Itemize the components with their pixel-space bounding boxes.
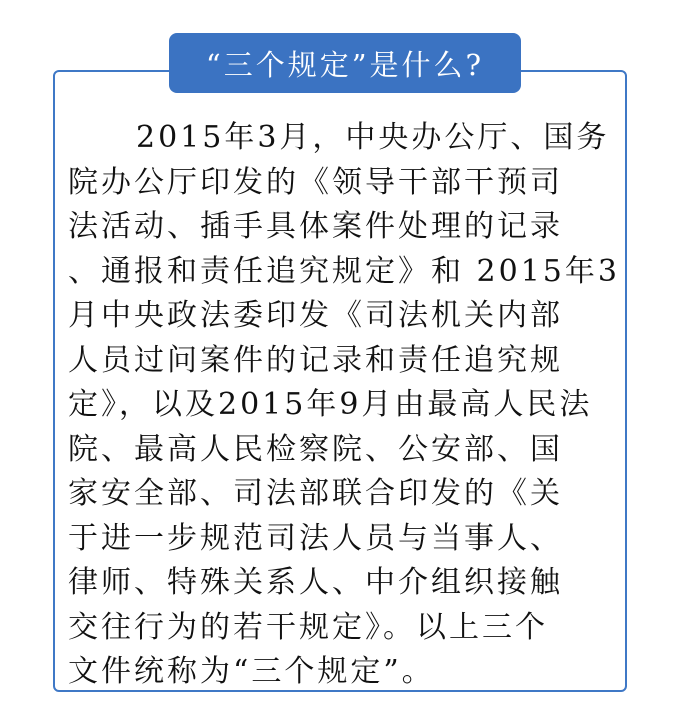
- text-line: 定》，以及2015年9月由最高人民法: [68, 387, 593, 422]
- text-line: 交往行为的若干规定》。以上三个: [68, 609, 548, 645]
- text-line: 文件统称为“三个规定”。: [68, 654, 435, 689]
- text-line: 月中央政法委印发《司法机关内部: [68, 298, 563, 333]
- text-line: 于进一步规范司法人员与当事人、: [68, 520, 563, 556]
- body-paragraph: [68, 116, 628, 695]
- text-line: 人员过问案件的记录和责任追究规: [68, 342, 563, 378]
- text-line: 院、最高人民检察院、公安部、国: [68, 431, 563, 467]
- text-line: 律师、特殊关系人、中介组织接触: [68, 565, 563, 600]
- text-line: 2015年3月，中央办公厅、国务: [136, 120, 610, 155]
- text-line: 院办公厅印发的《领导干部干预司: [68, 164, 563, 200]
- text-line: 、通报和责任追究规定》和 2015年3: [68, 253, 620, 289]
- title-banner: [169, 33, 521, 93]
- title-text: “三个规定”是什么?: [205, 47, 485, 82]
- text-line: 法活动、插手具体案件处理的记录: [68, 209, 563, 244]
- text-line: 家安全部、司法部联合印发的《关: [68, 476, 563, 511]
